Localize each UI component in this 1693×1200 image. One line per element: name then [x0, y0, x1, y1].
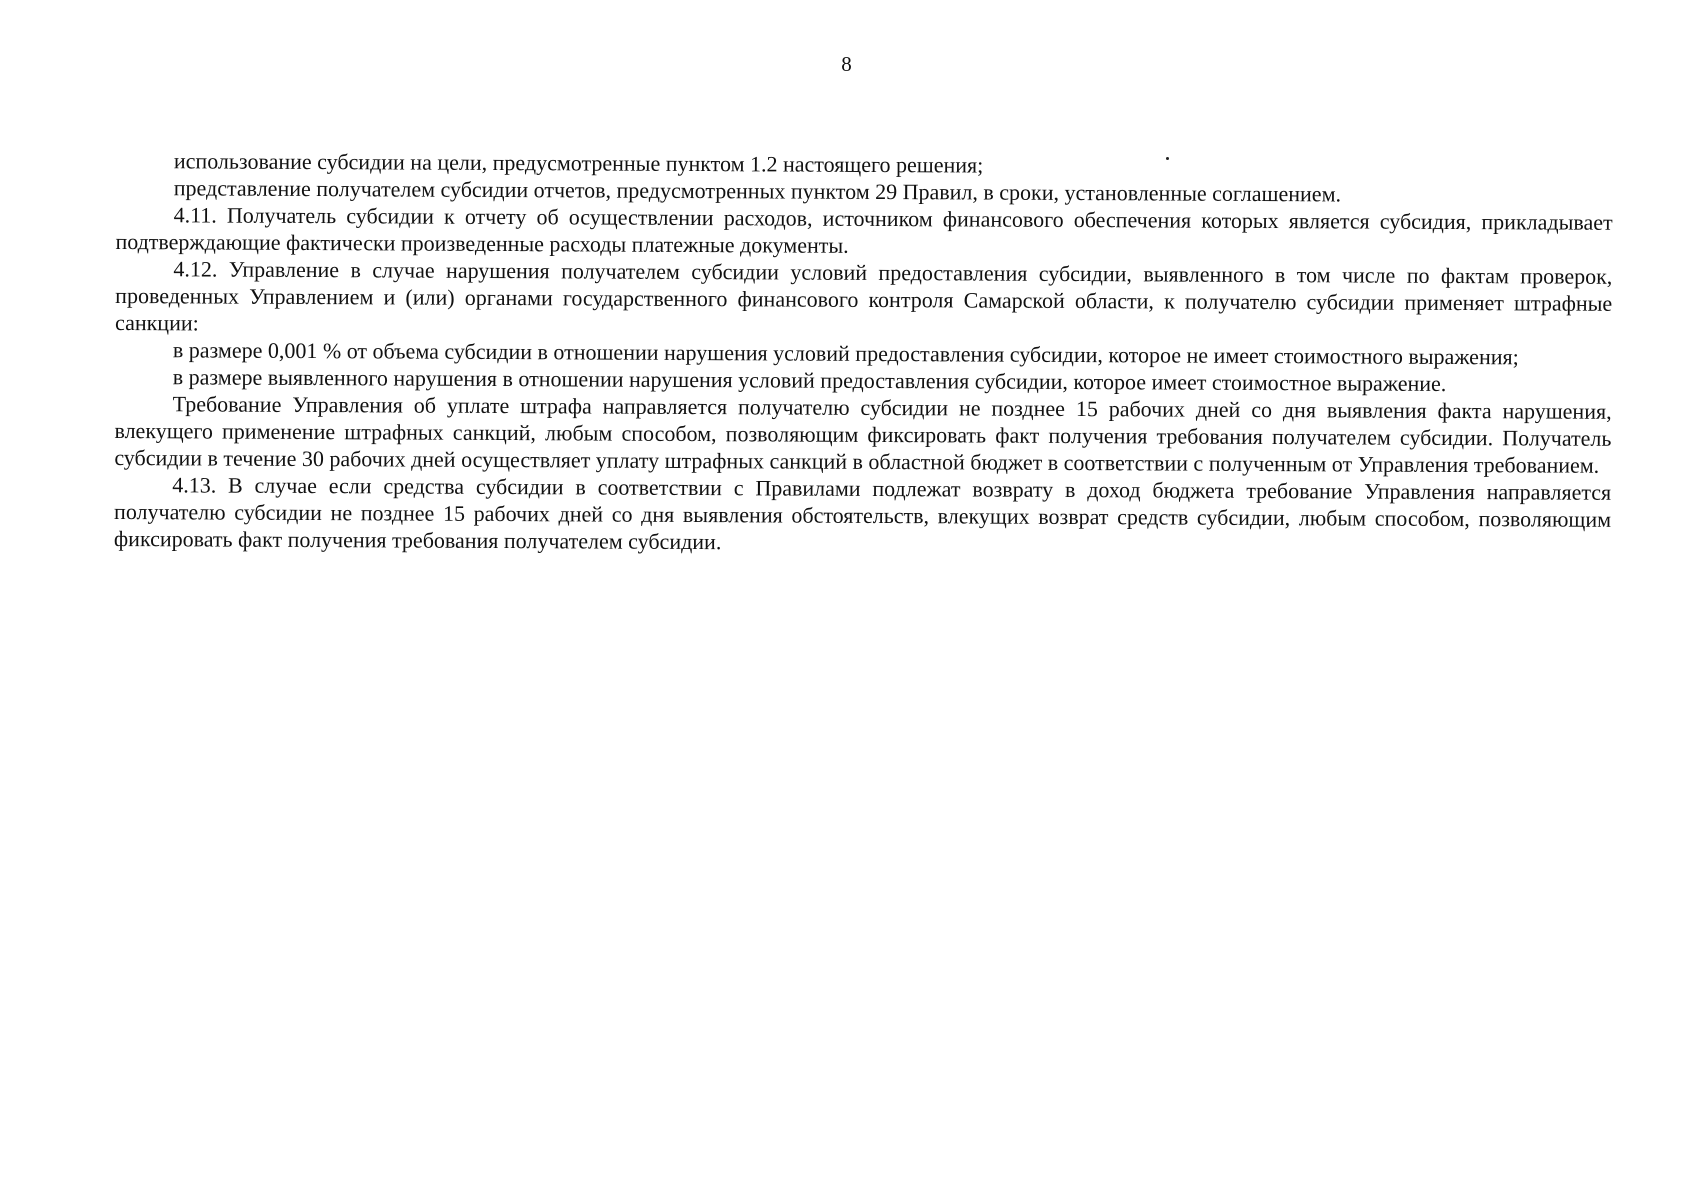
paragraph-penalty-demand: Требование Управления об уплате штрафа направляется получателю субсидии не позднее 15 рабочих дней со дня выявления факта нарушения, влекущего применение штрафных санкций, любым способом, позволяющим фиксировать факт получения требования получателем субсидии. Получатель субсидии в течение 30 рабочих дней осуществляет уплату штрафных санкций в областной бюджет в соответствии с полученным от Управления требованием.: [114, 391, 1612, 478]
paragraph-4-13: 4.13. В случае если средства субсидии в соответствии с Правилами подлежат возврату в доход бюджета требование Управления направляется получателю субсидии не позднее 15 рабочих дней со дня выявления обстоятельств, влекущих возврат средств субсидии, любым способом, позволяющим фиксировать факт получения требования получателем субсидии.: [113, 472, 1612, 555]
document-body: [114, 147, 1613, 560]
paragraph-penalty-monetary: в размере выявленного нарушения в отношении нарушения условий предоставления субсидии, которое имеет стоимостное выражение.: [172, 364, 1447, 396]
paragraph-report-submission: представление получателем субсидии отчетов, предусмотренных пунктом 29 Правил, в сроки, установленные соглашением.: [173, 175, 1342, 207]
page-number: 8: [841, 52, 852, 76]
paragraph-penalty-non-monetary: в размере 0,001 % от объема субсидии в отношении нарушения условий предоставления субсидии, которое не имеет стоимостного выражения;: [172, 337, 1519, 370]
paragraph-4-12: 4.12. Управление в случае нарушения получателем субсидии условий предоставления субсидии, выявленного в том числе по фактам проверок, проведенных Управлением и (или) органами государственного финансового контроля Самарской области, к получателю субсидии применяет штрафные санкции:: [115, 256, 1613, 336]
paragraph-4-11: 4.11. Получатель субсидии к отчету об осуществлении расходов, источником финансового обеспечения которых является субсидия, прикладывает подтверждающие фактически произведенные расходы платежные документы.: [115, 202, 1613, 258]
paragraph-subsidy-use: использование субсидии на цели, предусмотренные пунктом 1.2 настоящего решения;: [173, 148, 984, 178]
